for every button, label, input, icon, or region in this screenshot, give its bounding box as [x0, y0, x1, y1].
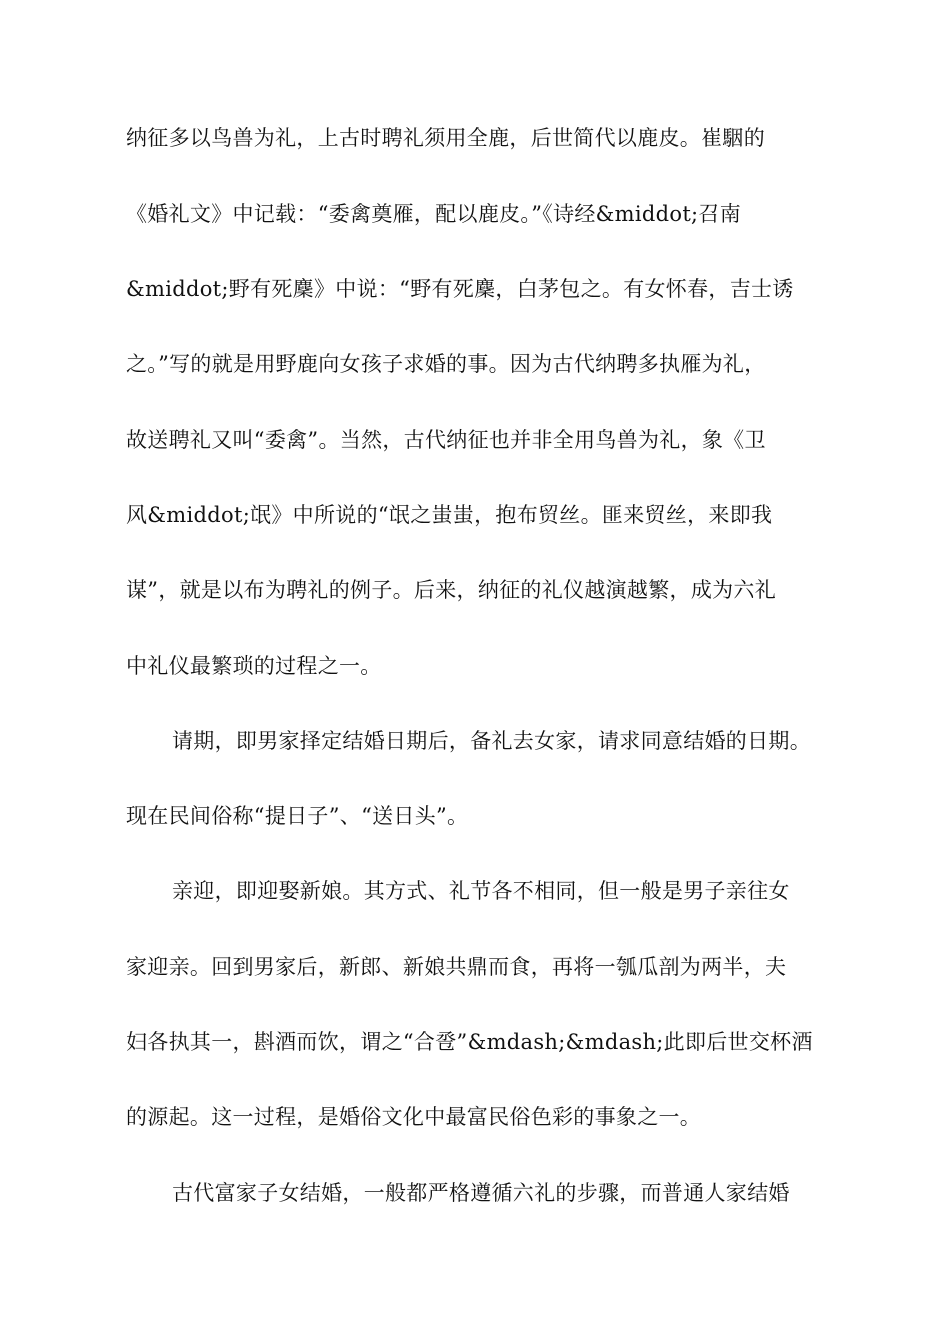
- paragraph-first-line: 请期，即男家择定结婚日期后，备礼去女家，请求同意结婚的日期。: [172, 729, 811, 753]
- text-line: &middot;野有死麇》中说：“野有死麇，白茅包之。有女怀春，吉士诱: [126, 277, 794, 301]
- text-line: 的源起。这一过程，是婚俗文化中最富民俗色彩的事象之一。: [126, 1105, 702, 1129]
- text-line: 现在民间俗称“提日子”、“送日头”。: [126, 804, 469, 828]
- text-line: 谋”，就是以布为聘礼的例子。后来，纳征的礼仪越演越繁，成为六礼: [126, 578, 777, 602]
- text-line: 《婚礼文》中记载：“委禽奠雁，配以鹿皮。”《诗经&middot;召南: [126, 202, 742, 226]
- text-line: 故送聘礼又叫“委禽”。当然，古代纳征也并非全用鸟兽为礼，象《卫: [126, 428, 766, 452]
- text-line: 家迎亲。回到男家后，新郎、新娘共鼎而食，再将一瓠瓜剖为两半，夫: [126, 955, 787, 979]
- text-line: 中礼仪最繁琐的过程之一。: [126, 654, 382, 678]
- text-line: 风&middot;氓》中所说的“氓之蚩蚩，抱布贸丝。匪来贸丝，来即我: [126, 503, 773, 527]
- text-line: 之。”写的就是用野鹿向女孩子求婚的事。因为古代纳聘多执雁为礼，: [126, 352, 766, 376]
- paragraph-first-line: 亲迎，即迎娶新娘。其方式、礼节各不相同，但一般是男子亲往女: [172, 879, 790, 903]
- text-line: 妇各执其一，斟酒而饮，谓之“合卺”&mdash;&mdash;此即后世交杯酒: [126, 1030, 813, 1054]
- text-line: 纳征多以鸟兽为礼，上古时聘礼须用全鹿，后世简代以鹿皮。崔駰的: [126, 126, 765, 150]
- paragraph-first-line: 古代富家子女结婚，一般都严格遵循六礼的步骤，而普通人家结婚: [172, 1181, 790, 1205]
